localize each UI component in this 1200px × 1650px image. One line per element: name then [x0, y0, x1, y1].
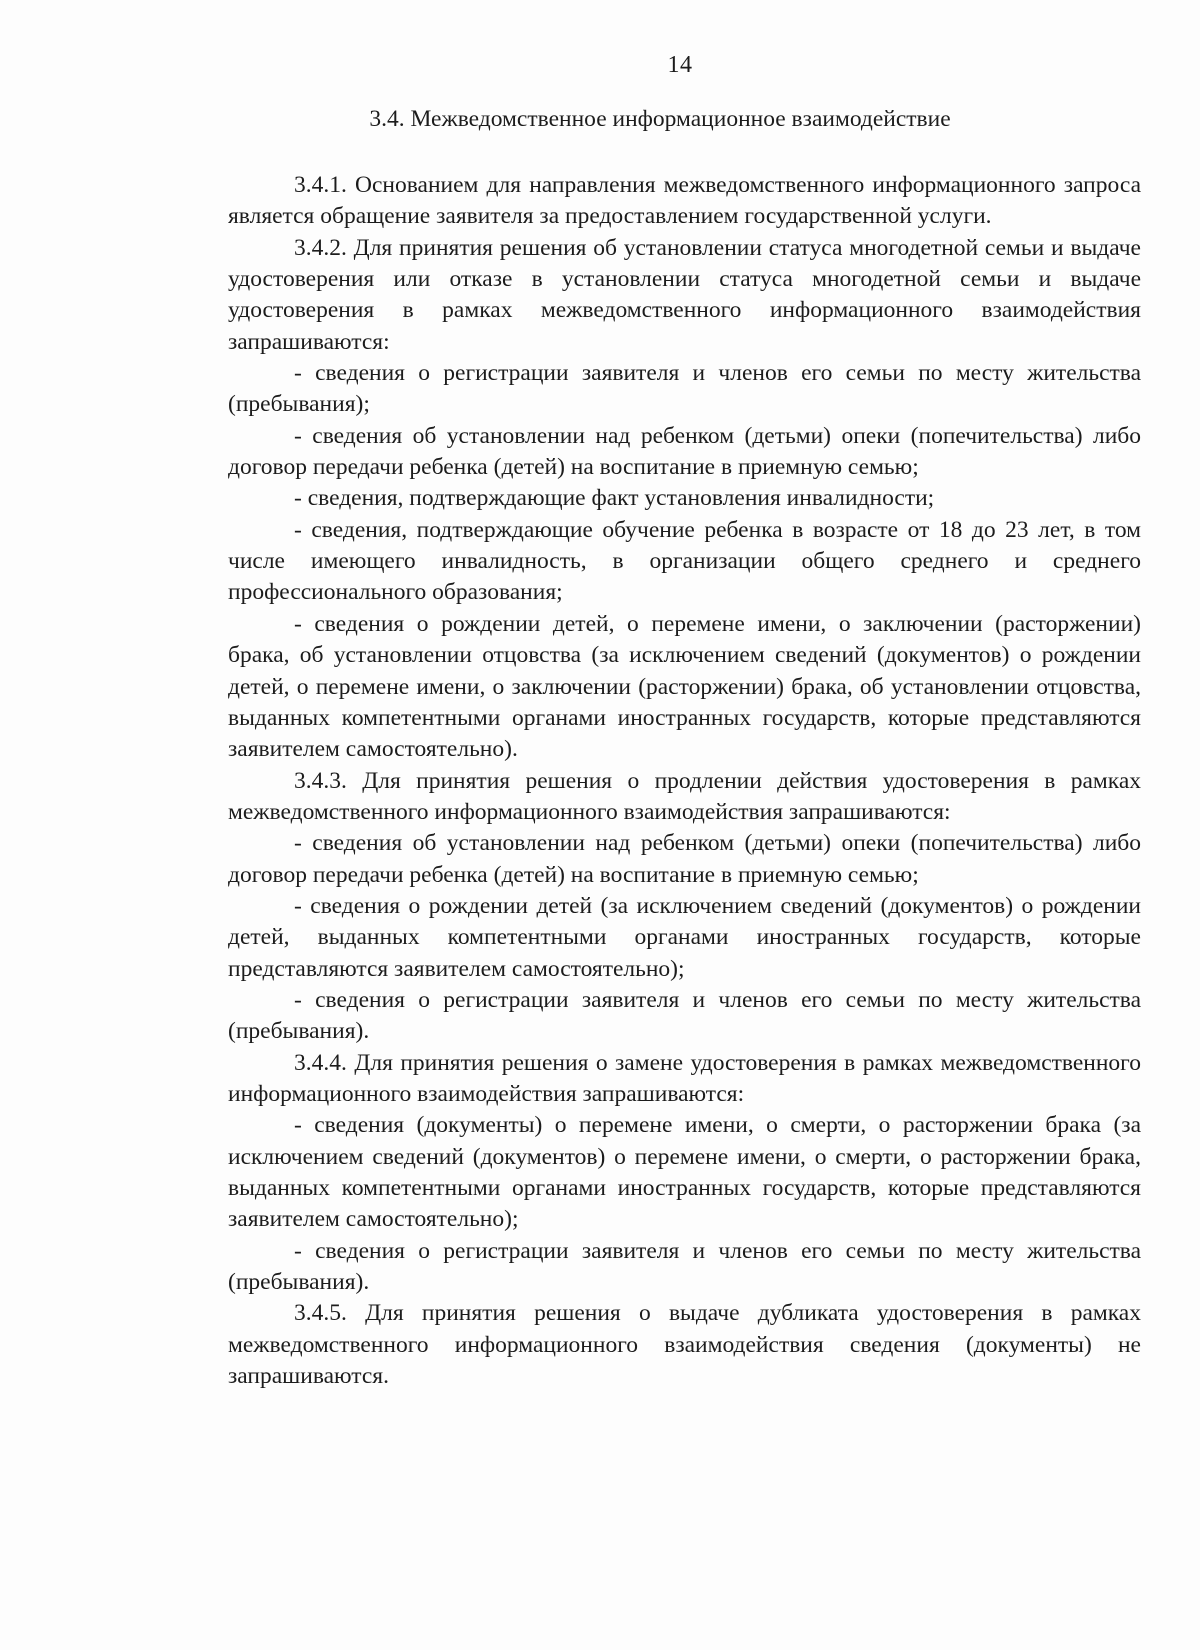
list-item-education: - сведения, подтверждающие обучение ребенка в возрасте от 18 до 23 лет, в том числе имеющего инвалидность, в организации общего среднего и среднего профессионального образования;: [228, 516, 1141, 606]
list-item-civil-records: - сведения о рождении детей, о перемене имени, о заключении (расторжении) брака, об установлении отцовства (за исключением сведений (документов) о рождении детей, о перемене имени, о заключении (расторжении) брака, об установлении отцовства, выданных компетентными органами иностранных государств, которые представляются заявителем самостоятельно).: [228, 610, 1141, 763]
paragraph-3-4-3: 3.4.3. Для принятия решения о продлении действия удостоверения в рамках межведомственного информационного взаимодействия запрашиваются:: [228, 767, 1141, 825]
list-item-name-death-divorce: - сведения (документы) о перемене имени, о смерти, о расторжении брака (за исключением сведений (документов) о перемене имени, о смерти, о расторжении брака, выданных компетентными органами иностранных государств, которые представляются заявителем самостоятельно);: [228, 1112, 1141, 1233]
list-item-guardianship: - сведения об установлении над ребенком (детьми) опеки (попечительства) либо договор передачи ребенка (детей) на воспитание в приемную семью;: [228, 422, 1141, 481]
paragraph-3-4-1: 3.4.1. Основанием для направления межведомственного информационного запроса является обращение заявителя за предоставлением государственной услуги.: [228, 172, 1141, 230]
paragraph-3-4-4: 3.4.4. Для принятия решения о замене удостоверения в рамках межведомственного информационного взаимодействия запрашиваются:: [228, 1049, 1141, 1107]
list-item-registration: - сведения о регистрации заявителя и членов его семьи по месту жительства (пребывания).: [228, 1237, 1141, 1296]
list-item-guardianship: - сведения об установлении над ребенком (детьми) опеки (попечительства) либо договор передачи ребенка (детей) на воспитание в приемную семью;: [228, 830, 1141, 888]
paragraph-3-4-2: 3.4.2. Для принятия решения об установлении статуса многодетной семьи и выдаче удостоверения или отказе в установлении статуса многодетной семьи и выдаче удостоверения в рамках межведомственного информационного взаимодействия запрашиваются:: [228, 234, 1141, 355]
section-heading: 3.4. Межведомственное информационное взаимодействие: [369, 106, 951, 132]
list-item-registration: - сведения о регистрации заявителя и членов его семьи по месту жительства (пребывания).: [228, 986, 1141, 1045]
paragraph-3-4-5: 3.4.5. Для принятия решения о выдаче дубликата удостоверения в рамках межведомственного информационного взаимодействия сведения (документы) не запрашиваются.: [228, 1300, 1141, 1390]
list-item-disability: - сведения, подтверждающие факт установления инвалидности;: [294, 485, 935, 512]
page-number: 14: [667, 52, 693, 78]
list-item-registration: - сведения о регистрации заявителя и членов его семьи по месту жительства (пребывания);: [228, 360, 1141, 418]
list-item-birth-records: - сведения о рождении детей (за исключением сведений (документов) о рождении детей, выданных компетентными органами иностранных государств, которые представляются заявителем самостоятельно);: [228, 892, 1141, 982]
section-body: [228, 170, 1141, 1392]
